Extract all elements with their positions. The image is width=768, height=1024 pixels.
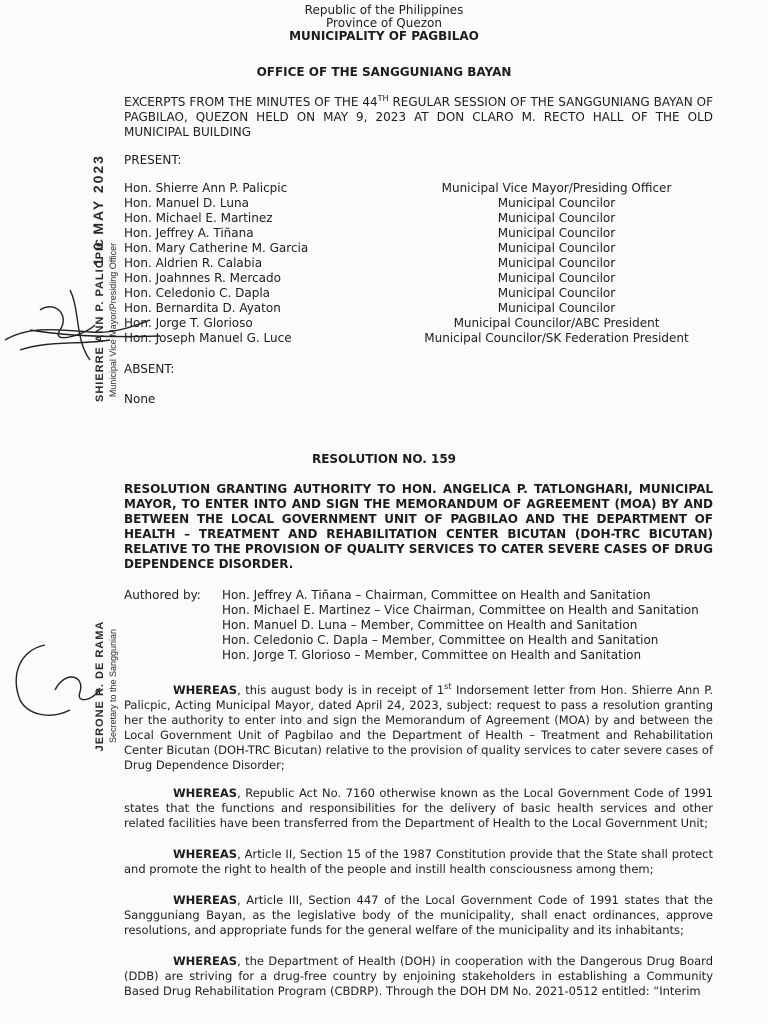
member-name: Hon. Joseph Manuel G. Luce [124,331,292,345]
author-entry: Hon. Jeffrey A. Tiñana – Chairman, Committee on Health and Sanitation [222,588,651,602]
signer2-title-stamp: Secretary to the Sanggunian [108,628,118,744]
excerpt-paragraph: EXCERPTS FROM THE MINUTES OF THE 44TH REGULAR SESSION OF THE SANGGUNIANG BAYAN OF PAGBILAO, QUEZON HELD ON MAY 9, 2023 AT DON CLARO M. RECTO HALL OF THE OLD MUNICIPAL BUILDING [124,94,713,139]
signer1-name-stamp: SHIERRE ANN P. PALICPIC [94,238,106,402]
member-name: Hon. Aldrien R. Calabia [124,256,263,270]
member-name: Hon. Manuel D. Luna [124,196,249,210]
whereas-4: WHEREAS, Article III, Section 447 of the Local Government Code of 1991 states that the Sangguniang Bayan, as the legislative body of the municipality, shall enact ordinances, approve resolutions, and appropriate funds for the general welfare of the municipality and its inhabitants; [124,893,713,937]
member-name: Hon. Jorge T. Glorioso [124,316,253,330]
author-entry: Hon. Manuel D. Luna – Member, Committee on Health and Sanitation [222,618,638,632]
header-republic: Republic of the Philippines [304,3,464,17]
absent-value: None [124,392,156,406]
member-name: Hon. Bernardita D. Ayaton [124,301,281,315]
member-position: Municipal Councilor [497,286,616,300]
signature-2-image [0,630,140,730]
header-province: Province of Quezon [326,16,442,30]
whereas-2: WHEREAS, Republic Act No. 7160 otherwise known as the Local Government Code of 1991 states that the functions and responsibilities for the delivery of basic health services and other related facilities have been transferred from the Department of Health to the Local Government Unit; [124,786,713,830]
member-position: Municipal Councilor/SK Federation President [424,331,689,345]
member-position: Municipal Councilor/ABC President [453,316,660,330]
authored-label: Authored by: [124,588,201,602]
member-name: Hon. Jeffrey A. Tiñana [124,226,254,240]
author-entry: Hon. Michael E. Martinez – Vice Chairman, Committee on Health and Sanitation [222,603,699,617]
member-name: Hon. Joahnnes R. Mercado [124,271,281,285]
member-position: Municipal Councilor [497,301,616,315]
member-name: Hon. Michael E. Martinez [124,211,273,225]
author-entry: Hon. Celedonio C. Dapla – Member, Committee on Health and Sanitation [222,633,659,647]
author-entry: Hon. Jorge T. Glorioso – Member, Committee on Health and Sanitation [222,648,642,662]
roster-row [0,196,768,211]
member-name: Hon. Mary Catherine M. Garcia [124,241,309,255]
whereas-5: WHEREAS, the Department of Health (DOH) in cooperation with the Dangerous Drug Board (DDB) are striving for a drug-free country by enjoining stakeholders in establishing a Community Based Drug Rehabilitation Program (CBDRP). Through the DOH DM No. 2021-0512 entitled: “Interim [124,954,713,998]
member-position: Municipal Councilor [497,256,616,270]
resolution-number: RESOLUTION NO. 159 [311,452,457,466]
absent-label: ABSENT: [124,362,175,376]
member-name: Hon. Celedonio C. Dapla [124,286,271,300]
roster-row [0,181,768,196]
member-name: Hon. Shierre Ann P. Palicpic [124,181,288,195]
signer1-title-stamp: Municipal Vice Mayor/Presiding Officer [108,242,118,398]
member-position: Municipal Councilor [497,241,616,255]
member-position: Municipal Vice Mayor/Presiding Officer [441,181,672,195]
resolution-title: RESOLUTION GRANTING AUTHORITY TO HON. ANGELICA P. TATLONGHARI, MUNICIPAL MAYOR, TO ENTER INTO AND SIGN THE MEMORANDUM OF AGREEMENT (MOA) BY AND BETWEEN THE LOCAL GOVERNMENT UNIT OF PAGBILAO AND THE DEPARTMENT OF HEALTH – TREATMENT AND REHABILITATION CENTER BICUTAN (DOH-TRC BICUTAN) RELATIVE TO THE PROVISION OF QUALITY SERVICES TO CATER SEVERE CASES OF DRUG DEPENDENCE DISORDER. [124,482,713,571]
whereas-1: WHEREAS, this august body is in receipt of 1st Indorsement letter from Hon. Shierre Ann P. Palicpic, Acting Municipal Mayor, dated April 24, 2023, subject: request to pass a resolution granting her the authority to enter into and sign the Memorandum of Agreement (MOA) by and between the Local Government Unit of Pagbilao and the Department of Health – Treatment and Rehabilitation Center Bicutan (DOH-TRC Bicutan) relative to the provision of quality services to cater severe cases of Drug Dependence Disorder; [124,682,713,772]
signature-1-image [0,270,170,380]
office-title: OFFICE OF THE SANGGUNIANG BAYAN [256,65,512,79]
header-municipality: MUNICIPALITY OF PAGBILAO [289,29,479,43]
member-position: Municipal Councilor [497,211,616,225]
whereas-3: WHEREAS, Article II, Section 15 of the 1987 Constitution provide that the State shall protect and promote the right to health of the people and instill health consciousness among them; [124,847,713,876]
member-position: Municipal Councilor [497,271,616,285]
roster-row [0,211,768,226]
roster-row [0,226,768,241]
member-position: Municipal Councilor [497,226,616,240]
signer2-name-stamp: JERONE R. DE RAMA [94,620,106,752]
received-date-stamp: 1 0 MAY 2023 [90,154,106,266]
member-position: Municipal Councilor [497,196,616,210]
present-label: PRESENT: [124,153,182,167]
